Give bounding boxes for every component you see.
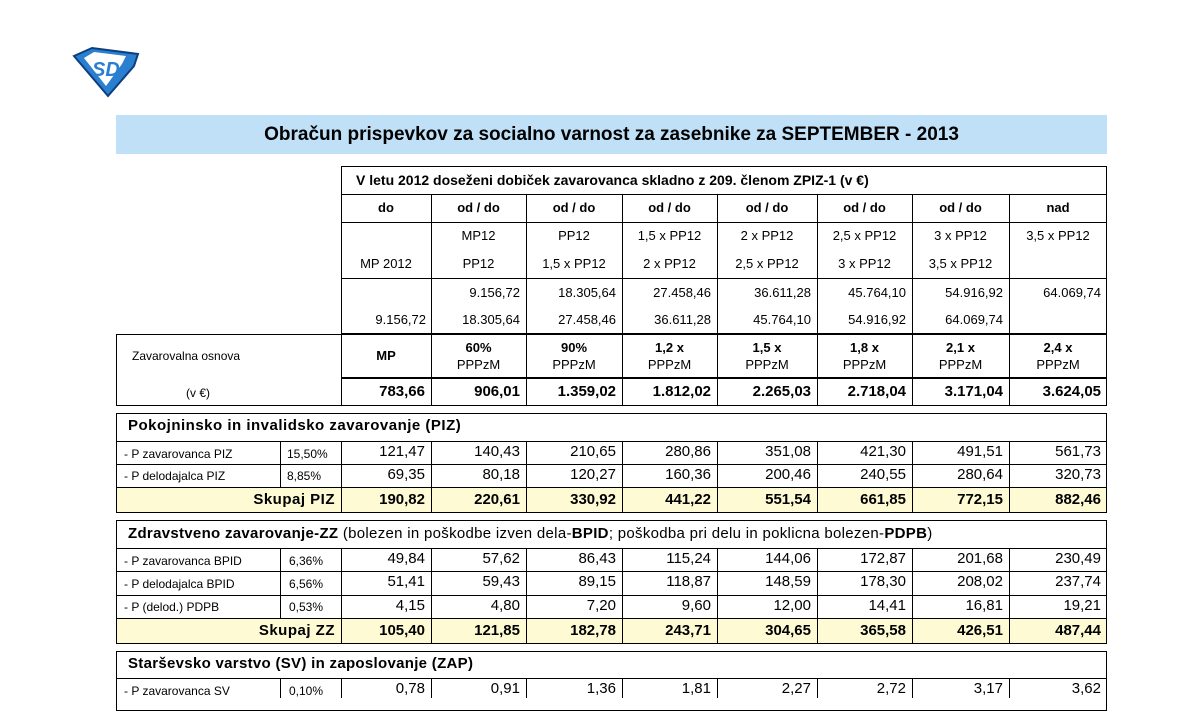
base-ref: PPPzM <box>745 357 789 372</box>
row-rate: 8,85% <box>287 469 322 483</box>
zz-value: 19,21 <box>1063 597 1101 614</box>
base-value: 1.359,02 <box>557 383 616 400</box>
col-header: od / do <box>745 200 789 215</box>
zz-value: 9,60 <box>681 597 711 614</box>
row-label: - P delodajalca PIZ <box>124 469 226 483</box>
row-label: - P (delod.) PDPB <box>124 600 220 614</box>
piz-value: 280,64 <box>957 466 1003 483</box>
sv-value: 1,36 <box>586 680 616 697</box>
page-title: Obračun prispevkov za socialno varnost za zasebnike za SEPTEMBER - 2013 <box>116 115 1107 154</box>
col-header: do <box>378 200 394 215</box>
zz-value: 148,59 <box>765 573 811 590</box>
base-value: 783,66 <box>379 383 425 400</box>
zz-heading-title: Zdravstveno zavarovanje-ZZ <box>128 525 339 542</box>
base-value: 906,01 <box>474 383 520 400</box>
base-ref: PPPzM <box>647 357 692 372</box>
from-value: 18.305,64 <box>558 285 616 300</box>
zz-total: 121,85 <box>474 622 520 639</box>
zz-total: 304,65 <box>765 622 811 639</box>
base-value: 1.812,02 <box>652 383 711 400</box>
row-label: - P zavarovanca PIZ <box>124 447 233 461</box>
base-pct: 1,8 x <box>850 340 879 355</box>
col-header: od / do <box>939 200 982 215</box>
piz-value: 80,18 <box>482 466 520 483</box>
zz-value: 16,81 <box>965 597 1003 614</box>
zz-total: 182,78 <box>570 622 616 639</box>
piz-value: 240,55 <box>860 466 906 483</box>
base-pct: 2,4 x <box>1043 340 1073 355</box>
col-header: od / do <box>552 200 596 215</box>
base-label: Zavarovalna osnova <box>132 349 241 363</box>
zz-total: 426,51 <box>957 622 1003 639</box>
base-pct: 1,2 x <box>655 340 684 355</box>
base-ref: PPPzM <box>456 357 501 372</box>
zz-value: 208,02 <box>957 573 1003 590</box>
sv-value: 3,62 <box>1071 680 1101 697</box>
from-value: 64.069,74 <box>1043 285 1101 300</box>
base-ref: PPPzM <box>938 357 983 372</box>
sv-value: 3,17 <box>973 680 1003 697</box>
zz-value: 14,41 <box>868 597 906 614</box>
company-logo <box>72 46 140 98</box>
base-ref: PPPzM <box>552 357 596 372</box>
to-value: 18.305,64 <box>462 312 520 327</box>
zz-heading-pdpb: PDPB <box>884 525 928 542</box>
row-rate: 15,50% <box>287 447 328 461</box>
piz-value: 561,73 <box>1055 443 1101 460</box>
row-label: - P zavarovanca SV <box>124 684 230 698</box>
zz-value: 230,49 <box>1055 550 1101 567</box>
to-label: 3 x PP12 <box>838 256 891 271</box>
row-label: - P zavarovanca BPID <box>124 554 242 568</box>
from-value: 36.611,28 <box>754 285 811 300</box>
piz-value: 69,35 <box>387 466 425 483</box>
from-value: 45.764,10 <box>848 285 906 300</box>
piz-value: 210,65 <box>570 443 616 460</box>
zz-value: 57,62 <box>482 550 520 567</box>
base-value: 2.718,04 <box>847 383 906 400</box>
zz-value: 201,68 <box>957 550 1003 567</box>
to-value: 27.458,46 <box>558 312 616 327</box>
piz-total: 661,85 <box>860 491 906 508</box>
piz-value: 160,36 <box>665 466 711 483</box>
piz-total-label: Skupaj PIZ <box>253 491 335 508</box>
zz-heading-bpid: BPID <box>571 525 609 542</box>
row-rate: 0,10% <box>289 684 324 698</box>
piz-value: 140,43 <box>474 443 520 460</box>
piz-value: 200,46 <box>765 466 811 483</box>
base-pct: 90% <box>560 340 588 355</box>
base-pct: MP <box>376 348 396 363</box>
base-value: 2.265,03 <box>752 383 811 400</box>
piz-value: 121,47 <box>379 443 425 460</box>
zz-heading-mid: ; poškodba pri delu in poklicna bolezen- <box>608 525 885 542</box>
sv-heading: Starševsko varstvo (SV) in zaposlovanje (ZAP) <box>128 655 474 672</box>
zz-value: 59,43 <box>482 573 520 590</box>
to-value: 9.156,72 <box>375 312 426 327</box>
piz-value: 120,27 <box>570 466 616 483</box>
from-label: 1,5 x PP12 <box>637 228 702 243</box>
svg-text:SD: SD <box>92 59 120 81</box>
piz-total: 220,61 <box>474 491 520 508</box>
from-value: 27.458,46 <box>653 285 711 300</box>
base-ref: PPPzM <box>1036 357 1080 372</box>
from-value: 9.156,72 <box>469 285 520 300</box>
zz-value: 89,15 <box>578 573 616 590</box>
piz-heading: Pokojninsko in invalidsko zavarovanje (PIZ) <box>128 417 462 434</box>
zz-value: 51,41 <box>387 573 425 590</box>
base-ref: PPPzM <box>842 357 887 372</box>
from-label: 2,5 x PP12 <box>832 228 897 243</box>
zz-value: 4,15 <box>395 597 425 614</box>
zz-value: 237,74 <box>1055 573 1101 590</box>
zz-value: 12,00 <box>773 597 811 614</box>
col-header: od / do <box>457 200 500 215</box>
base-value: 3.171,04 <box>944 383 1003 400</box>
piz-total: 441,22 <box>665 491 711 508</box>
zz-total: 105,40 <box>379 622 425 639</box>
from-value: 54.916,92 <box>945 285 1003 300</box>
to-value: 54.916,92 <box>848 312 906 327</box>
to-label: 2,5 x PP12 <box>735 256 799 271</box>
row-label: - P delodajalca BPID <box>124 577 235 591</box>
zz-total: 243,71 <box>665 622 711 639</box>
zz-value: 4,80 <box>490 597 520 614</box>
to-label: MP 2012 <box>360 256 412 271</box>
sv-value: 0,78 <box>395 680 425 697</box>
base-pct: 1,5 x <box>752 340 782 355</box>
to-label: 1,5 x PP12 <box>542 256 606 271</box>
zz-heading-rest: (bolezen in poškodbe izven dela- <box>338 525 572 542</box>
piz-value: 320,73 <box>1055 466 1101 483</box>
from-label: PP12 <box>558 228 590 243</box>
zz-total-label: Skupaj ZZ <box>258 622 335 639</box>
col-header: od / do <box>648 200 691 215</box>
piz-total: 882,46 <box>1055 491 1101 508</box>
zz-value: 144,06 <box>765 550 811 567</box>
to-label: 3,5 x PP12 <box>928 256 993 271</box>
sv-value: 2,72 <box>876 680 906 697</box>
col-header: nad <box>1046 200 1070 215</box>
piz-total: 772,15 <box>957 491 1003 508</box>
from-label: 3 x PP12 <box>934 228 987 243</box>
zz-value: 178,30 <box>860 573 906 590</box>
base-pct: 2,1 x <box>946 340 975 355</box>
from-label: MP12 <box>461 228 496 243</box>
zz-value: 172,87 <box>860 550 906 567</box>
piz-value: 421,30 <box>860 443 906 460</box>
sv-value: 0,91 <box>490 680 520 697</box>
zz-value: 86,43 <box>578 550 616 567</box>
piz-total: 330,92 <box>570 491 616 508</box>
sv-value: 2,27 <box>781 680 811 697</box>
row-rate: 0,53% <box>289 600 324 614</box>
header-table <box>341 166 1107 334</box>
zz-heading <box>128 526 933 542</box>
to-label: 2 x PP12 <box>643 256 696 271</box>
row-rate: 6,36% <box>289 554 324 568</box>
to-value: 45.764,10 <box>753 312 811 327</box>
zz-value: 7,20 <box>586 597 616 614</box>
col-header: od / do <box>843 200 886 215</box>
zz-total: 487,44 <box>1055 622 1101 639</box>
from-label: 2 x PP12 <box>740 228 794 243</box>
from-label: 3,5 x PP12 <box>1026 228 1090 243</box>
to-value: 64.069,74 <box>945 312 1003 327</box>
zz-value: 118,87 <box>666 573 711 590</box>
sv-value: 1,81 <box>681 680 711 697</box>
row-rate: 6,56% <box>289 577 324 591</box>
header-caption: V letu 2012 doseženi dobiček zavarovanca skladno z 209. členom ZPIZ-1 (v €) <box>356 172 869 188</box>
piz-total: 551,54 <box>765 491 811 508</box>
zz-value: 49,84 <box>387 550 425 567</box>
base-pct: 60% <box>465 340 492 355</box>
piz-value: 280,86 <box>665 443 711 460</box>
piz-value: 491,51 <box>957 443 1003 460</box>
base-value: 3.624,05 <box>1042 383 1101 400</box>
to-value: 36.611,28 <box>654 312 711 327</box>
piz-value: 351,08 <box>765 443 811 460</box>
zz-value: 115,24 <box>666 550 711 567</box>
base-unit: (v €) <box>186 386 210 400</box>
zz-total: 365,58 <box>860 622 906 639</box>
to-label: PP12 <box>462 256 495 271</box>
piz-total: 190,82 <box>379 491 425 508</box>
zz-heading-end: ) <box>927 525 933 542</box>
